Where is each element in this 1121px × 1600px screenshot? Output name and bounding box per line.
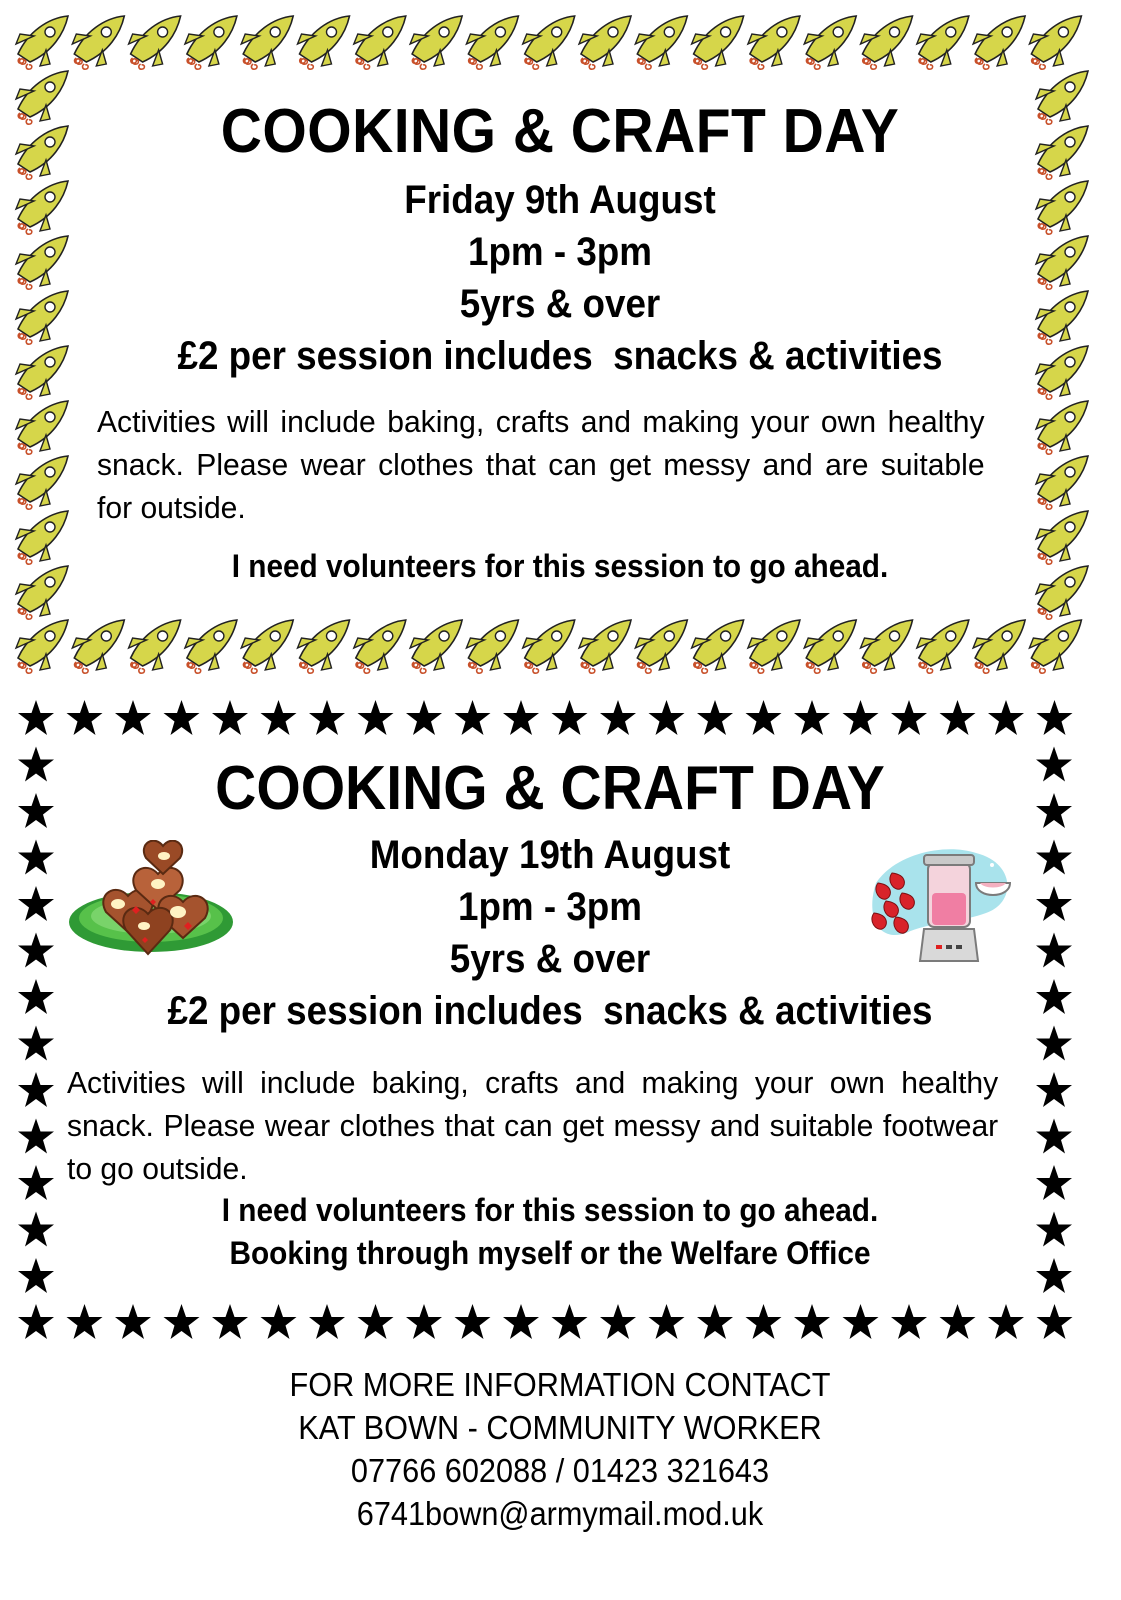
event-time: 1pm - 3pm — [457, 885, 643, 929]
rocket-icon — [523, 16, 575, 69]
star-icon — [503, 700, 539, 735]
rocket-icon — [410, 16, 462, 69]
rocket-icon — [1036, 71, 1088, 124]
star-icon — [1036, 979, 1072, 1014]
booking-note: Booking through myself or the Welfare Office — [229, 1235, 871, 1271]
star-icon — [18, 700, 54, 735]
star-icon — [261, 700, 297, 735]
star-icon — [18, 979, 54, 1014]
rocket-icon — [354, 620, 406, 673]
rocket-icon — [72, 620, 124, 673]
star-icon — [552, 700, 588, 735]
rocket-icon — [410, 620, 462, 673]
rocket-icon — [579, 620, 631, 673]
star-icon — [406, 1304, 442, 1339]
rocket-icon — [1036, 291, 1088, 344]
event-time: 1pm - 3pm — [467, 230, 653, 274]
rocket-icon — [16, 16, 68, 69]
rocket-icon — [16, 511, 68, 564]
star-icon — [455, 700, 491, 735]
rocket-icon — [185, 16, 237, 69]
contact-phones: 07766 602088 / 01423 321643 — [350, 1452, 770, 1489]
star-icon — [988, 700, 1024, 735]
rocket-icon — [917, 16, 969, 69]
star-icon — [18, 1165, 54, 1200]
rocket-icon — [129, 16, 181, 69]
star-icon — [18, 1258, 54, 1293]
rocket-icon — [466, 620, 518, 673]
rocket-icon — [692, 620, 744, 673]
rocket-icon — [635, 16, 687, 69]
rocket-icon — [973, 16, 1025, 69]
star-icon — [18, 1304, 54, 1339]
rocket-icon — [804, 620, 856, 673]
star-icon — [891, 1304, 927, 1339]
event-age: 5yrs & over — [449, 937, 651, 981]
star-icon — [18, 886, 54, 921]
star-icon — [1037, 1304, 1073, 1339]
star-icon — [1036, 1026, 1072, 1061]
star-icon — [115, 1304, 151, 1339]
rocket-icon — [692, 16, 744, 69]
rocket-icon — [241, 16, 293, 69]
rocket-icon — [748, 16, 800, 69]
rocket-icon — [917, 620, 969, 673]
star-icon — [18, 1026, 54, 1061]
rocket-icon — [1029, 16, 1081, 69]
rocket-icon — [1036, 236, 1088, 289]
star-icon — [212, 700, 248, 735]
star-icon — [649, 1304, 685, 1339]
star-icon — [18, 840, 54, 875]
star-icon — [309, 1304, 345, 1339]
star-icon — [794, 1304, 830, 1339]
contact-email[interactable]: 6741bown@armymail.mod.uk — [356, 1495, 764, 1532]
rocket-icon — [16, 401, 68, 454]
rocket-icon — [298, 16, 350, 69]
rocket-icon — [16, 620, 68, 673]
event-price: £2 per session includes snacks & activities — [177, 334, 943, 378]
rocket-icon — [861, 16, 913, 69]
star-icon — [309, 700, 345, 735]
rocket-icon — [241, 620, 293, 673]
rocket-icon — [72, 16, 124, 69]
event-date: Friday 9th August — [404, 178, 716, 222]
event-date: Monday 19th August — [369, 833, 731, 877]
contact-name-role: KAT BOWN - COMMUNITY WORKER — [298, 1409, 822, 1446]
star-icon — [212, 1304, 248, 1339]
star-icon — [1036, 886, 1072, 921]
star-icon — [115, 700, 151, 735]
star-icon — [1036, 840, 1072, 875]
event-description: Activities will include baking, crafts and making your own healthy snack. Please wear clothes that can get messy and suitable footwear to go outside. — [67, 1065, 999, 1186]
star-icon — [746, 700, 782, 735]
star-icon — [1036, 793, 1072, 828]
rocket-icon — [16, 236, 68, 289]
star-icon — [746, 1304, 782, 1339]
star-icon — [1036, 1072, 1072, 1107]
star-icon — [18, 1212, 54, 1247]
star-icon — [1036, 747, 1072, 782]
star-icon — [1036, 1119, 1072, 1154]
star-icon — [67, 1304, 103, 1339]
event-age: 5yrs & over — [459, 282, 661, 326]
rocket-icon — [354, 16, 406, 69]
star-icon — [988, 1304, 1024, 1339]
star-icon — [18, 793, 54, 828]
star-icon — [552, 1304, 588, 1339]
flyer-title: COOKING & CRAFT DAY — [215, 754, 885, 823]
rocket-icon — [1036, 401, 1088, 454]
rocket-icon — [579, 16, 631, 69]
rocket-icon — [16, 346, 68, 399]
star-icon — [164, 1304, 200, 1339]
star-icon — [891, 700, 927, 735]
star-icon — [697, 700, 733, 735]
flyer-title: COOKING & CRAFT DAY — [220, 97, 900, 166]
rocket-icon — [16, 126, 68, 179]
rocket-icon — [973, 620, 1025, 673]
rocket-icon — [804, 16, 856, 69]
star-icon — [600, 1304, 636, 1339]
rocket-icon — [16, 566, 68, 619]
rocket-icon — [1036, 346, 1088, 399]
star-icon — [358, 1304, 394, 1339]
rocket-icon — [185, 620, 237, 673]
star-icon — [164, 700, 200, 735]
rocket-icon — [523, 620, 575, 673]
star-icon — [261, 1304, 297, 1339]
rocket-icon — [16, 291, 68, 344]
rocket-icon — [1036, 456, 1088, 509]
rocket-icon — [466, 16, 518, 69]
star-icon — [455, 1304, 491, 1339]
rocket-icon — [16, 71, 68, 124]
rocket-icon — [298, 620, 350, 673]
rocket-icon — [129, 620, 181, 673]
star-icon — [67, 700, 103, 735]
star-icon — [940, 700, 976, 735]
star-icon — [18, 1072, 54, 1107]
rocket-icon — [1036, 511, 1088, 564]
star-icon — [1037, 700, 1073, 735]
star-icon — [649, 700, 685, 735]
contact-heading: FOR MORE INFORMATION CONTACT — [289, 1366, 831, 1403]
volunteers-note: I need volunteers for this session to go ahead. — [231, 548, 889, 584]
star-icon — [18, 1119, 54, 1154]
star-icon — [1036, 1258, 1072, 1293]
event-description: Activities will include baking, crafts and making your own healthy snack. Please wear clothes that can get messy and are suitable for outside. — [97, 404, 985, 525]
star-icon — [600, 700, 636, 735]
rocket-icon — [1036, 126, 1088, 179]
rocket-icon — [1029, 620, 1081, 673]
rocket-icon — [16, 456, 68, 509]
rocket-icon — [16, 181, 68, 234]
star-icon — [18, 747, 54, 782]
star-icon — [406, 700, 442, 735]
rocket-icon — [1036, 566, 1088, 619]
star-icon — [503, 1304, 539, 1339]
star-icon — [843, 1304, 879, 1339]
star-icon — [843, 700, 879, 735]
flyer-monday — [0, 695, 1121, 1355]
rocket-icon — [748, 620, 800, 673]
star-icon — [358, 700, 394, 735]
rocket-icon — [1036, 181, 1088, 234]
volunteers-note: I need volunteers for this session to go ahead. — [221, 1192, 879, 1228]
star-icon — [794, 700, 830, 735]
star-icon — [1036, 1165, 1072, 1200]
event-price: £2 per session includes snacks & activities — [167, 989, 933, 1033]
star-icon — [18, 933, 54, 968]
flyer-friday — [0, 0, 1121, 690]
star-icon — [1036, 1212, 1072, 1247]
star-icon — [1036, 933, 1072, 968]
contact-block — [132, 1363, 988, 1535]
star-icon — [940, 1304, 976, 1339]
rocket-icon — [861, 620, 913, 673]
rocket-icon — [635, 620, 687, 673]
star-icon — [697, 1304, 733, 1339]
